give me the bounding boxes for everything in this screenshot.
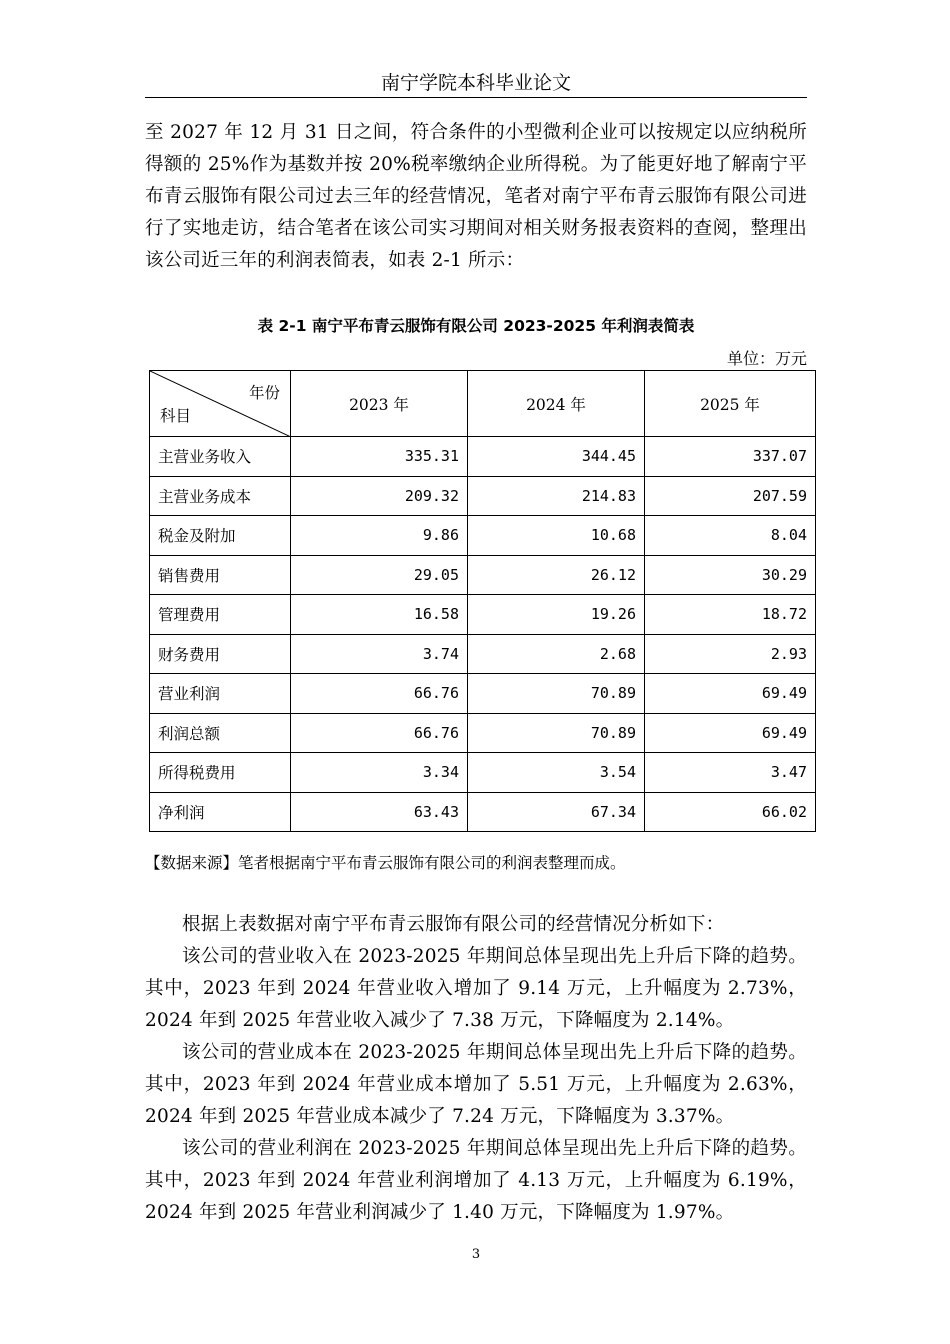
analysis-profit: 该公司的营业利润在 2023-2025 年期间总体呈现出先上升后下降的趋势。其中，2023 年到 2024 年营业利润增加了 4.13 万元，上升幅度为 6.19%，2024 年到 2025 年营业利润减少了 1.40 万元，下降幅度为 1.97%。 xyxy=(145,1138,807,1223)
table-row xyxy=(150,753,816,793)
row-label: 财务费用 xyxy=(150,634,291,674)
cell-value: 63.43 xyxy=(291,792,468,832)
cell-value: 9.86 xyxy=(291,516,468,556)
row-label: 税金及附加 xyxy=(150,516,291,556)
corner-subject-label: 科目 xyxy=(160,407,192,425)
cell-value: 19.26 xyxy=(468,595,645,635)
year-header: 2023 年 xyxy=(291,371,468,437)
table-row xyxy=(150,713,816,753)
cell-value: 18.72 xyxy=(645,595,816,635)
cell-value: 2.93 xyxy=(645,634,816,674)
data-source-note: 【数据来源】笔者根据南宁平布青云服饰有限公司的利润表整理而成。 xyxy=(145,854,626,872)
table-row xyxy=(150,476,816,516)
cell-value: 69.49 xyxy=(645,674,816,714)
cell-value: 30.29 xyxy=(645,555,816,595)
row-label: 主营业务收入 xyxy=(150,437,291,477)
page-number: 3 xyxy=(471,1247,481,1262)
cell-value: 214.83 xyxy=(468,476,645,516)
cell-value: 2.68 xyxy=(468,634,645,674)
row-label: 主营业务成本 xyxy=(150,476,291,516)
analysis-lead: 根据上表数据对南宁平布青云服饰有限公司的经营情况分析如下： xyxy=(182,914,725,935)
cell-value: 29.05 xyxy=(291,555,468,595)
row-label: 营业利润 xyxy=(150,674,291,714)
table-row xyxy=(150,555,816,595)
cell-value: 3.47 xyxy=(645,753,816,793)
row-label: 利润总额 xyxy=(150,713,291,753)
row-label: 净利润 xyxy=(150,792,291,832)
cell-value: 3.74 xyxy=(291,634,468,674)
cell-value: 67.34 xyxy=(468,792,645,832)
row-label: 管理费用 xyxy=(150,595,291,635)
cell-value: 337.07 xyxy=(645,437,816,477)
cell-value: 69.49 xyxy=(645,713,816,753)
table-row xyxy=(150,595,816,635)
cell-value: 16.58 xyxy=(291,595,468,635)
year-header: 2024 年 xyxy=(468,371,645,437)
cell-value: 3.54 xyxy=(468,753,645,793)
cell-value: 335.31 xyxy=(291,437,468,477)
row-label: 所得税费用 xyxy=(150,753,291,793)
cell-value: 66.76 xyxy=(291,713,468,753)
cell-value: 344.45 xyxy=(468,437,645,477)
table-row xyxy=(150,437,816,477)
cell-value: 26.12 xyxy=(468,555,645,595)
table-row xyxy=(150,516,816,556)
cell-value: 66.76 xyxy=(291,674,468,714)
cell-value: 207.59 xyxy=(645,476,816,516)
intro-paragraph: 至 2027 年 12 月 31 日之间，符合条件的小型微利企业可以按规定以应纳税所得额的 25%作为基数并按 20%税率缴纳企业所得税。为了能更好地了解南宁平布青云服饰有限公司过去三年的经营情况，笔者对南宁平布青云服饰有限公司进行了实地走访，结合笔者在该公司实习期间对相关财务报表资料的查阅，整理出该公司近三年的利润表简表，如表 2-1 所示： xyxy=(145,122,807,271)
cell-value: 3.34 xyxy=(291,753,468,793)
cell-value: 70.89 xyxy=(468,713,645,753)
table-caption: 表 2-1 南宁平布青云服饰有限公司 2023-2025 年利润表简表 xyxy=(257,317,695,335)
profit-table xyxy=(149,370,816,832)
analysis-cost: 该公司的营业成本在 2023-2025 年期间总体呈现出先上升后下降的趋势。其中，2023 年到 2024 年营业成本增加了 5.51 万元，上升幅度为 2.63%，2024 年到 2025 年营业成本减少了 7.24 万元，下降幅度为 3.37%。 xyxy=(145,1042,807,1127)
row-label: 销售费用 xyxy=(150,555,291,595)
cell-value: 10.68 xyxy=(468,516,645,556)
header-rule xyxy=(145,97,807,98)
cell-value: 70.89 xyxy=(468,674,645,714)
cell-value: 8.04 xyxy=(645,516,816,556)
table-row xyxy=(150,792,816,832)
table-row xyxy=(150,674,816,714)
corner-year-label: 年份 xyxy=(248,384,280,402)
table-row xyxy=(150,634,816,674)
running-header: 南宁学院本科毕业论文 xyxy=(380,72,571,94)
analysis-revenue: 该公司的营业收入在 2023-2025 年期间总体呈现出先上升后下降的趋势。其中，2023 年到 2024 年营业收入增加了 9.14 万元，上升幅度为 2.73%，2024 年到 2025 年营业收入减少了 7.38 万元，下降幅度为 2.14%。 xyxy=(145,946,807,1031)
table-header-row xyxy=(150,371,816,437)
diagonal-header-cell xyxy=(150,371,291,437)
cell-value: 209.32 xyxy=(291,476,468,516)
table-unit: 单位：万元 xyxy=(726,349,807,368)
year-header: 2025 年 xyxy=(645,371,816,437)
cell-value: 66.02 xyxy=(645,792,816,832)
